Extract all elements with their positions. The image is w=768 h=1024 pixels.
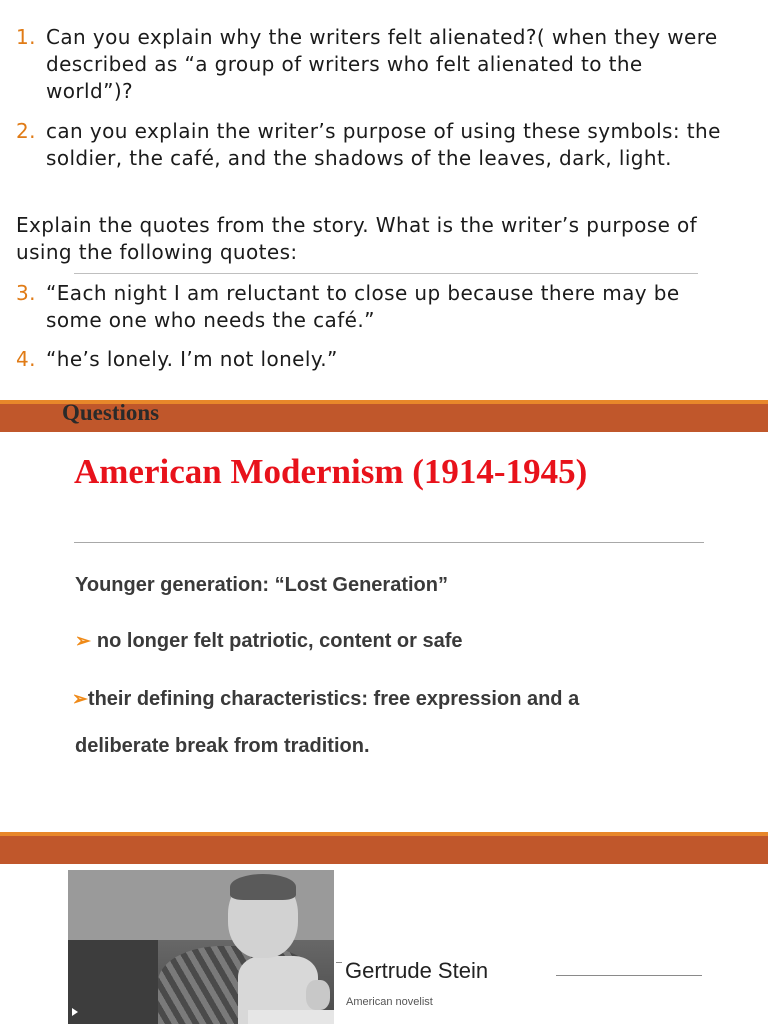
question-number: 3. [16, 281, 36, 305]
play-icon[interactable] [72, 1008, 78, 1016]
title-divider [74, 542, 704, 543]
arrow-bullet-icon: ➢ [72, 689, 88, 710]
person-description: American novelist [346, 996, 433, 1008]
slide-title: American Modernism (1914-1945) [74, 452, 588, 491]
question-text: “he’s lonely. I’m not lonely.” [46, 347, 338, 371]
bullet-1 [75, 630, 463, 653]
bullet-2 [72, 688, 579, 711]
band-label: Questions [62, 400, 160, 425]
bullet-text: their defining characteristics: free expression and a [87, 688, 580, 710]
bullet-2-continued: deliberate break from tradition. [75, 735, 370, 757]
divider-line [556, 975, 702, 976]
divider-line [74, 273, 698, 274]
generation-line: Younger generation: “Lost Generation” [75, 574, 448, 596]
questions-slide [0, 0, 768, 400]
question-text: “Each night I am reluctant to close up because there may be some one who needs the café.” [46, 281, 680, 332]
section-band [0, 836, 768, 864]
quotes-intro: Explain the quotes from the story. What is the writer’s purpose of using the following quotes: [16, 213, 698, 264]
bullet-text: no longer felt patriotic, content or safe [96, 630, 463, 652]
person-name[interactable]: Gertrude Stein [345, 958, 489, 983]
question-text: can you explain the writer’s purpose of using these symbols: the soldier, the café, and the shadows of the leaves, dark, light. [46, 119, 721, 170]
divider-tick [336, 962, 342, 963]
portrait-photo[interactable] [68, 870, 334, 1024]
arrow-bullet-icon: ➢ [75, 631, 91, 652]
question-number: 1. [16, 25, 36, 49]
question-number: 4. [16, 347, 36, 371]
question-number: 2. [16, 119, 36, 143]
question-text: Can you explain why the writers felt alienated?( when they were described as “a group of writers who felt alienated to the world”)? [46, 25, 718, 103]
